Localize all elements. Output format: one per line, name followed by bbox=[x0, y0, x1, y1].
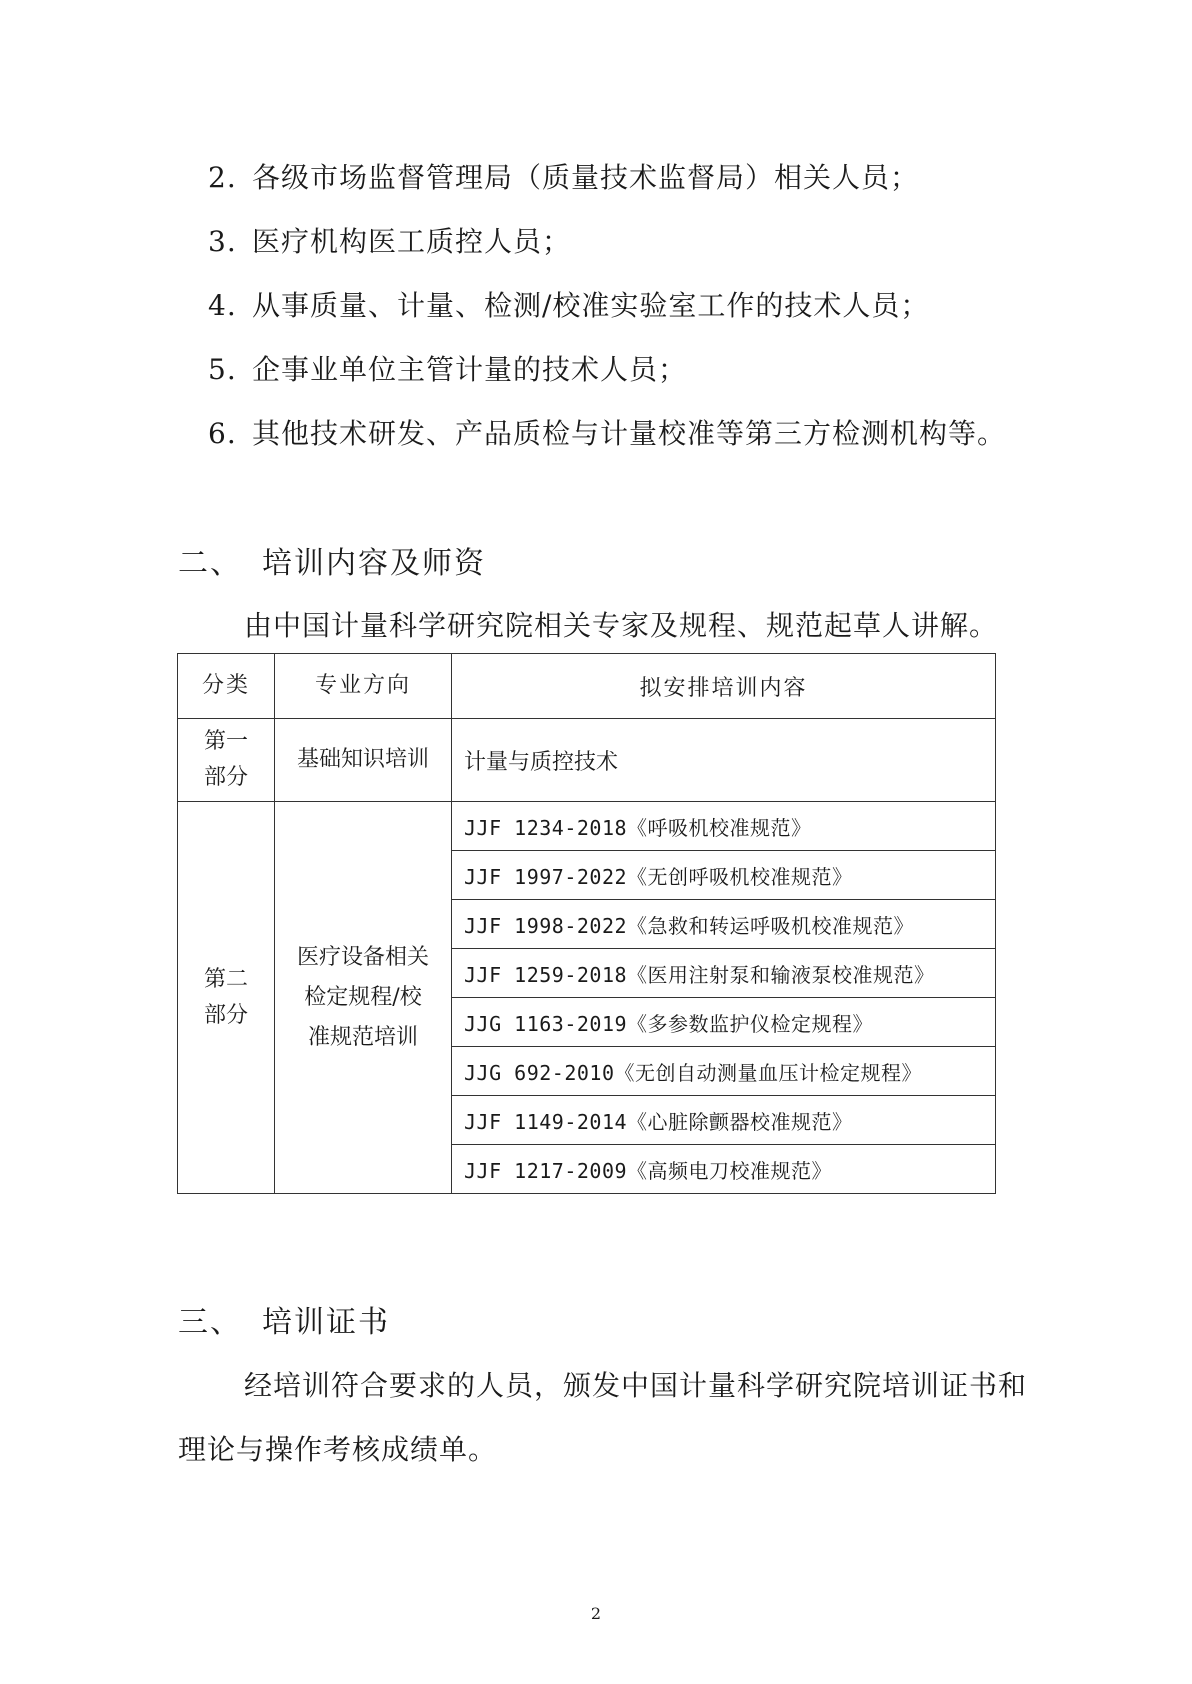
list-item-number: 5. bbox=[208, 353, 237, 386]
section-title: 培训证书 bbox=[262, 1305, 390, 1340]
list-item-number: 2. bbox=[208, 161, 237, 194]
content-cell: 计量与质控技术 bbox=[452, 719, 996, 802]
list-item-number: 4. bbox=[208, 289, 237, 322]
section-number: 二、 bbox=[178, 546, 242, 581]
list-item-text: 各级市场监督管理局（质量技术监督局）相关人员； bbox=[252, 161, 920, 194]
standard-item: JJF 1217-2009《高频电刀校准规范》 bbox=[452, 1145, 996, 1194]
section-title: 培训内容及师资 bbox=[262, 546, 486, 581]
list-item-number: 6. bbox=[208, 417, 237, 450]
list-item-text: 医疗机构医工质控人员； bbox=[252, 225, 572, 258]
category-line: 部分 bbox=[203, 1002, 248, 1028]
standard-item: JJF 1997-2022《无创呼吸机校准规范》 bbox=[452, 851, 996, 900]
attendee-list bbox=[208, 146, 1006, 466]
category-cell bbox=[178, 719, 275, 802]
direction-cell bbox=[275, 802, 452, 1194]
list-item-number: 3. bbox=[208, 225, 237, 258]
direction-line: 准规范培训 bbox=[307, 1024, 418, 1050]
standard-item: JJF 1149-2014《心脏除颤器校准规范》 bbox=[452, 1096, 996, 1145]
list-item bbox=[208, 402, 1006, 466]
certificate-paragraph-line: 经培训符合要求的人员，颁发中国计量科学研究院培训证书和 bbox=[244, 1369, 1028, 1402]
standard-item: JJF 1259-2018《医用注射泵和输液泵校准规范》 bbox=[452, 949, 996, 998]
standard-item: JJF 1998-2022《急救和转运呼吸机校准规范》 bbox=[452, 900, 996, 949]
certificate-paragraph-line: 理论与操作考核成绩单。 bbox=[178, 1433, 498, 1466]
standard-item: JJF 1234-2018《呼吸机校准规范》 bbox=[452, 802, 996, 851]
category-line: 第一 bbox=[203, 729, 248, 754]
category-line: 第二 bbox=[203, 966, 248, 992]
header-direction: 专业方向 bbox=[275, 654, 452, 719]
list-item-text: 从事质量、计量、检测/校准实验室工作的技术人员； bbox=[252, 289, 930, 322]
list-item bbox=[208, 338, 1006, 402]
list-item-text: 其他技术研发、产品质检与计量校准等第三方检测机构等。 bbox=[252, 417, 1007, 450]
direction-line: 医疗设备相关 bbox=[296, 944, 429, 970]
list-item bbox=[208, 146, 1006, 210]
table-row bbox=[178, 802, 996, 851]
list-item bbox=[208, 274, 1006, 338]
category-line: 部分 bbox=[203, 765, 248, 790]
direction-line: 检定规程/校 bbox=[304, 984, 422, 1010]
section-number: 三、 bbox=[178, 1305, 242, 1340]
table-header-row bbox=[178, 654, 996, 719]
standard-item: JJG 692-2010《无创自动测量血压计检定规程》 bbox=[452, 1047, 996, 1096]
list-item bbox=[208, 210, 1006, 274]
section-intro: 由中国计量科学研究院相关专家及规程、规范起草人讲解。 bbox=[244, 609, 999, 642]
section-heading-training-content bbox=[178, 538, 486, 582]
section-heading-certificate bbox=[178, 1297, 390, 1341]
list-item-text: 企事业单位主管计量的技术人员； bbox=[252, 353, 688, 386]
header-content: 拟安排培训内容 bbox=[452, 654, 996, 719]
table-row bbox=[178, 719, 996, 802]
standard-item: JJG 1163-2019《多参数监护仪检定规程》 bbox=[452, 998, 996, 1047]
page-number: 2 bbox=[590, 1604, 602, 1623]
category-cell bbox=[178, 802, 275, 1194]
training-content-table bbox=[177, 653, 996, 1194]
header-category: 分类 bbox=[178, 654, 275, 719]
direction-cell: 基础知识培训 bbox=[275, 719, 452, 802]
